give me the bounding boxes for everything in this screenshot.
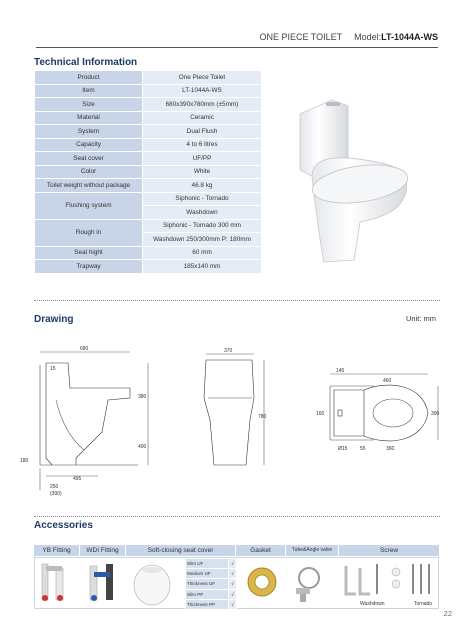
seat-options-table — [185, 558, 237, 610]
spec-label: Color — [35, 165, 143, 179]
spec-row — [35, 260, 262, 274]
spec-row — [35, 125, 262, 139]
wdi-fitting-image — [90, 564, 113, 601]
seat-option-row — [186, 599, 237, 609]
seat-option-label: Slim PP — [186, 589, 229, 599]
dim-250: 250 — [50, 484, 59, 490]
spec-row — [35, 138, 262, 152]
spec-label: Size — [35, 98, 143, 112]
spec-label: Product — [35, 71, 143, 85]
gasket-image — [248, 568, 276, 596]
unit-label: Unit: mm — [406, 314, 436, 323]
technical-drawing — [18, 340, 448, 505]
model-code: LT-1044A-WS — [381, 32, 438, 42]
dim-495: 495 — [73, 476, 82, 482]
spec-row — [35, 111, 262, 125]
seat-option-label: Thickness UF — [186, 579, 229, 589]
seat-option-row — [186, 559, 237, 569]
seat-option-check: √ — [229, 569, 237, 579]
acc-header-wdi-fitting: WDI Fitting — [80, 545, 126, 556]
seat-option-row — [186, 569, 237, 579]
spec-label: Material — [35, 111, 143, 125]
spec-row — [35, 98, 262, 112]
spec-value: 680x390x780mm (±5mm) — [143, 98, 262, 112]
spec-value: One Piece Toilet — [143, 71, 262, 85]
dim-370: 370 — [224, 348, 233, 354]
side-view-drawing — [20, 346, 148, 497]
seat-option-label: Thickness PP — [186, 599, 229, 609]
spec-value: Siphonic - Tornado — [143, 192, 262, 206]
spec-table — [34, 70, 262, 274]
acc-header-screw: Screw — [379, 547, 399, 554]
dim-180: 180 — [20, 458, 29, 464]
accessories-title: Accessories — [34, 520, 93, 531]
accessories-header-row — [34, 545, 439, 556]
dim-390: 390 — [431, 411, 440, 417]
spec-label: Seat cover — [35, 152, 143, 166]
screw-label-washdown: Washdown — [360, 601, 385, 607]
seat-option-label: Slim UF — [186, 559, 229, 569]
seat-option-label: Medium UF — [186, 569, 229, 579]
spec-label: Capacity — [35, 138, 143, 152]
spec-value: 46.8 kg — [143, 179, 262, 193]
spec-value: Dual Flush — [143, 125, 262, 139]
front-view-drawing — [204, 348, 267, 465]
spec-label: Trapway — [35, 260, 143, 274]
spec-value: Siphonic - Tornado 300 mm — [143, 219, 262, 233]
dim-300: (300) — [50, 491, 62, 497]
seat-option-check: √ — [229, 599, 237, 609]
dim-380: 380 — [138, 394, 147, 400]
spec-row — [35, 219, 262, 233]
spec-label: Toilet weight without package — [35, 179, 143, 193]
yb-fitting-image — [42, 564, 63, 601]
dim-360: 360 — [386, 446, 395, 452]
spec-row — [35, 71, 262, 85]
dim-400: 400 — [138, 444, 147, 450]
section-divider-2 — [34, 516, 440, 517]
dim-160: 160 — [316, 411, 325, 417]
seat-option-row — [186, 589, 237, 599]
tube-valve-image — [296, 568, 319, 602]
page-header — [36, 32, 438, 48]
spec-value: 60 mm — [143, 246, 262, 260]
flush-button-icon — [326, 102, 340, 106]
spec-value: Washdown — [143, 206, 262, 220]
seat-option-check: √ — [229, 589, 237, 599]
spec-label: Item — [35, 84, 143, 98]
toilet-product-image — [290, 92, 415, 267]
acc-header-gasket: Gasket — [236, 545, 286, 556]
spec-value: 4 to 6 litres — [143, 138, 262, 152]
dim-460: 460 — [383, 378, 392, 384]
seat-option-check: √ — [229, 579, 237, 589]
acc-header-yb-fitting: YB Fitting — [34, 545, 80, 556]
spec-row — [35, 152, 262, 166]
spec-value: UF/PP — [143, 152, 262, 166]
screw-image — [346, 564, 430, 594]
seat-option-row — [186, 579, 237, 589]
technical-info-title: Technical Information — [34, 57, 138, 68]
spec-label: Flushing system — [35, 192, 143, 219]
spec-label: System — [35, 125, 143, 139]
section-divider — [34, 300, 440, 301]
dim-phi15: Ø15 — [338, 446, 348, 452]
spec-row — [35, 192, 262, 206]
dim-680: 680 — [80, 346, 89, 352]
top-view-drawing — [316, 368, 440, 452]
spec-value: Ceramic — [143, 111, 262, 125]
dim-55: 55 — [360, 446, 366, 452]
page-number: 22 — [443, 609, 452, 618]
screw-label-tornado: Tornado — [414, 601, 433, 607]
spec-value: LT-1044A-WS — [143, 84, 262, 98]
model-prefix: Model: — [354, 32, 382, 42]
spec-value: White — [143, 165, 262, 179]
spec-row — [35, 165, 262, 179]
seat-option-check: √ — [229, 559, 237, 569]
spec-row — [35, 246, 262, 260]
spec-label: Seal hight — [35, 246, 143, 260]
spec-value: Washdown 250/300mm P: 180mm — [143, 233, 262, 247]
spec-row — [35, 179, 262, 193]
spec-row — [35, 84, 262, 98]
acc-header-tube-valve: Tube&Angle valve — [286, 545, 339, 556]
dim-15: 15 — [50, 366, 56, 372]
spec-value: 185x140 mm — [143, 260, 262, 274]
dim-145: 145 — [336, 368, 345, 374]
acc-header-seat-cover: Soft-closing seat cover — [126, 545, 236, 556]
product-type-label: ONE PIECE TOILET — [259, 32, 343, 42]
drawing-title: Drawing — [34, 314, 74, 325]
spec-label: Rough in — [35, 219, 143, 246]
dim-780: 780 — [258, 414, 267, 420]
